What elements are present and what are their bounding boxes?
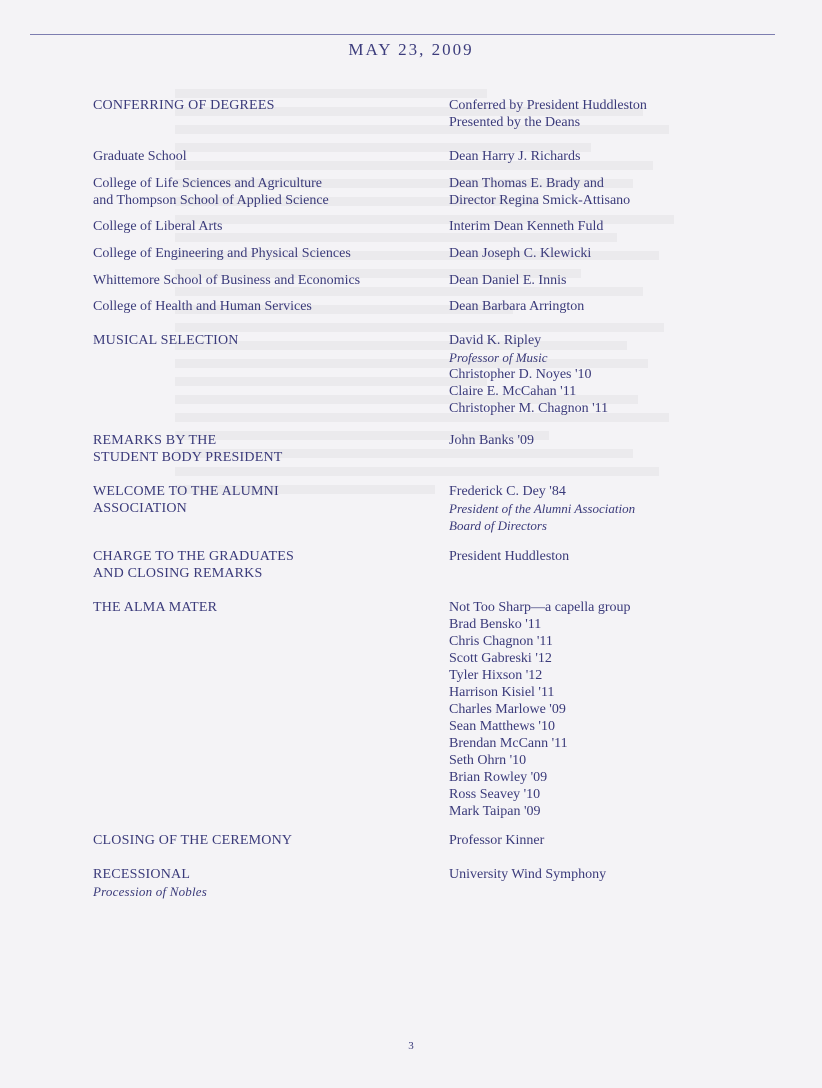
program-item: CLOSING OF THE CEREMONY	[93, 833, 293, 848]
program-participants: Frederick C. Dey '84 President of the Alumni Association Board of Directors	[449, 484, 636, 533]
program-participants: Conferred by President Huddleston Presented by the Deans	[449, 98, 647, 130]
program-item: College of Engineering and Physical Sciences	[93, 246, 351, 261]
program-participants: Professor Kinner	[449, 833, 545, 848]
program-item: College of Life Sciences and Agriculture and Thompson School of Applied Science	[93, 176, 329, 208]
program-item: WELCOME TO THE ALUMNI ASSOCIATION	[93, 484, 279, 516]
program-date: MAY 23, 2009	[348, 40, 474, 59]
program-participants: University Wind Symphony	[449, 867, 607, 882]
program-participants: Dean Daniel E. Innis	[449, 273, 567, 288]
program-participants: Not Too Sharp—a capella group Brad Bensko '11 Chris Chagnon '11 Scott Gabreski '12 Tyler Hixson '12 Harrison Kisiel '11 Charles Marlowe '09 Sean Matthews '10 Brendan McCann '11 Seth Ohrn '10 Brian Rowley '09 Ross Seavey '10 Mark Taipan '09	[449, 600, 631, 819]
program-participants: Dean Harry J. Richards	[449, 149, 581, 164]
header-rule	[30, 34, 775, 35]
program-item: College of Health and Human Services	[93, 299, 312, 314]
program-item: Whittemore School of Business and Economics	[93, 273, 361, 288]
program-participants: John Banks '09	[449, 433, 534, 448]
program-participants: Dean Barbara Arrington	[449, 299, 585, 314]
page-number: 3	[408, 1040, 414, 1052]
program-item: THE ALMA MATER	[93, 600, 218, 615]
program-participants: Dean Thomas E. Brady and Director Regina Smick-Attisano	[449, 176, 631, 208]
program-item: CHARGE TO THE GRADUATES AND CLOSING REMARKS	[93, 549, 295, 581]
program-item: MUSICAL SELECTION	[93, 333, 239, 348]
program-item: CONFERRING OF DEGREES	[93, 98, 275, 113]
program-participants: Interim Dean Kenneth Fuld	[449, 219, 604, 234]
program-item: College of Liberal Arts	[93, 219, 223, 234]
program-participants: Dean Joseph C. Klewicki	[449, 246, 592, 261]
program-participants: President Huddleston	[449, 549, 570, 564]
program-item: REMARKS BY THE STUDENT BODY PRESIDENT	[93, 433, 283, 465]
program-participants: David K. Ripley Professor of Music Christopher D. Noyes '10 Claire E. McCahan '11 Christopher M. Chagnon '11	[449, 333, 609, 416]
program-item: RECESSIONAL Procession of Nobles	[93, 867, 208, 899]
program-item: Graduate School	[93, 149, 187, 164]
